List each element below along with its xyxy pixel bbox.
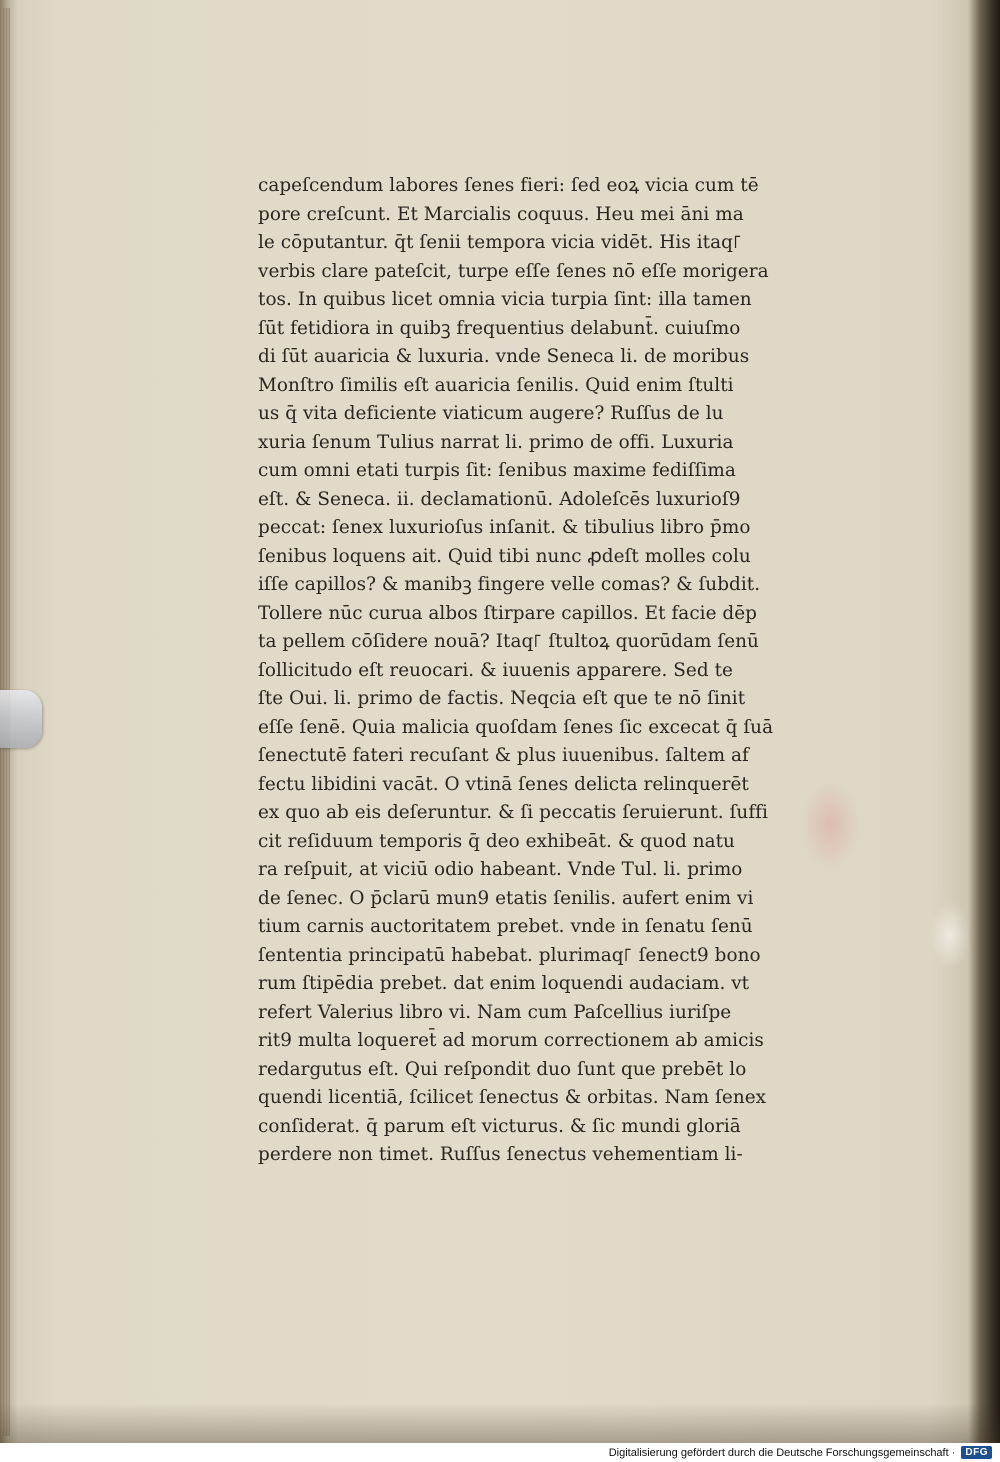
text-line: ra reſpuit, at viciū odio habeant. Vnde Tul. li. primo xyxy=(258,859,743,880)
text-line: ſollicitudo eſt reuocari. & iuuenis apparere. Sed te xyxy=(258,659,733,681)
dfg-logo[interactable]: DFG xyxy=(961,1446,992,1459)
text-line: ſenibus loquens ait. Quid tibi nunc ꝓdeſt molles colu xyxy=(258,545,751,567)
text-line: tium carnis auctoritatem prebet. vnde in ſenatu ſenū xyxy=(258,916,753,937)
text-line: verbis clare pateſcit, turpe eſſe ſenes nō eſſe morigera xyxy=(258,260,769,282)
text-line: pore creſcunt. Et Marcialis coquus. Heu mei āni ma xyxy=(258,203,744,225)
page-shadow xyxy=(0,1403,1000,1443)
text-line: quendi licentiā, ſcilicet ſenectus & orbitas. Nam ſenex xyxy=(258,1087,767,1108)
text-line: refert Valerius libro vi. Nam cum Paſcellius iuriſpe xyxy=(258,1001,732,1023)
text-line: perdere non timet. Ruſſus ſenectus vehementiam li- xyxy=(258,1144,743,1165)
paper-tear xyxy=(930,900,970,970)
footer-credit: Digitalisierung gefördert durch die Deutsche Forschungsgemeinschaft · xyxy=(608,1446,956,1459)
text-line: tos. In quibus licet omnia vicia turpia ſint: illa tamen xyxy=(258,289,752,310)
text-line: iſſe capillos? & manibꝫ fingere velle comas? & ſubdit. xyxy=(258,574,761,595)
text-line: le cōputantur. q̄t ſenii tempora vicia vidēt. His itaq꜒ xyxy=(258,232,743,253)
text-line: ex quo ab eis deſeruntur. & ſi peccatis ſeruierunt. ſuffi xyxy=(258,802,768,823)
text-line: ſūt fetidiora in quibꝫ frequentius delabunt̄. cuiuſmo xyxy=(258,317,741,339)
text-line: rum ſtipēdia prebet. dat enim loquendi audaciam. vt xyxy=(258,973,750,994)
text-line: xuria ſenum Tulius narrat li. primo de offi. Luxuria xyxy=(258,431,734,453)
text-line: peccat: ſenex luxurioſus inſanit. & tibulius libro p̄mo xyxy=(258,517,751,538)
page-clip xyxy=(0,690,42,748)
text-line: cit reſiduum temporis q̄ deo exhibeāt. & quod natu xyxy=(258,830,735,852)
text-line: rit9 multa loqueret̄ ad morum correctionem ab amicis xyxy=(258,1030,764,1051)
text-line: di ſūt auaricia & luxuria. vnde Seneca li. de moribus xyxy=(258,346,750,367)
text-block xyxy=(258,172,828,1170)
text-line: Tollere nūc curua albos ſtirpare capillos. Et facie dēp xyxy=(258,602,758,624)
text-line: ſte Oui. li. primo de factis. Neqcia eſt que te nō ſinit xyxy=(258,688,746,709)
text-line: capeſcendum labores ſenes fieri: ſed eoꝝ vicia cum tē xyxy=(258,175,759,196)
text-line: conſiderat. q̄ parum eſt victurus. & ſic mundi gloriā xyxy=(258,1115,741,1137)
text-line: cum omni etati turpis ſit: ſenibus maxime fediſſima xyxy=(258,460,736,481)
text-line: us q̄ vita deficiente viaticum augere? Ruſſus de lu xyxy=(258,403,724,424)
text-line: fectu libidini vacāt. O vtinā ſenes delicta relinquerēt xyxy=(258,773,749,795)
text-line: eſſe ſenē. Quia malicia quoſdam ſenes ſic excecat q̄ ſuā xyxy=(258,716,774,738)
text-line: ſententia principatū habebat. plurimaq꜒ ſenect9 bono xyxy=(258,944,761,966)
text-line: ta pellem cōſidere nouā? Itaq꜒ ſtultoꝝ quorūdam ſenū xyxy=(258,631,759,652)
text-line: eſt. & Seneca. ii. declamationū. Adoleſcēs luxurioſ9 xyxy=(258,488,741,510)
text-line: Monſtro ſimilis eſt auaricia ſenilis. Quid enim ſtulti xyxy=(258,374,734,396)
text-line: de ſenec. O p̄clarū mun9 etatis ſenilis. aufert enim vi xyxy=(258,887,754,909)
footer-bar xyxy=(0,1443,1000,1462)
text-line: ſenectutē fateri recuſant & plus iuuenibus. ſaltem af xyxy=(258,745,749,766)
text-line: redargutus eſt. Qui reſpondit duo ſunt que prebēt lo xyxy=(258,1058,747,1080)
